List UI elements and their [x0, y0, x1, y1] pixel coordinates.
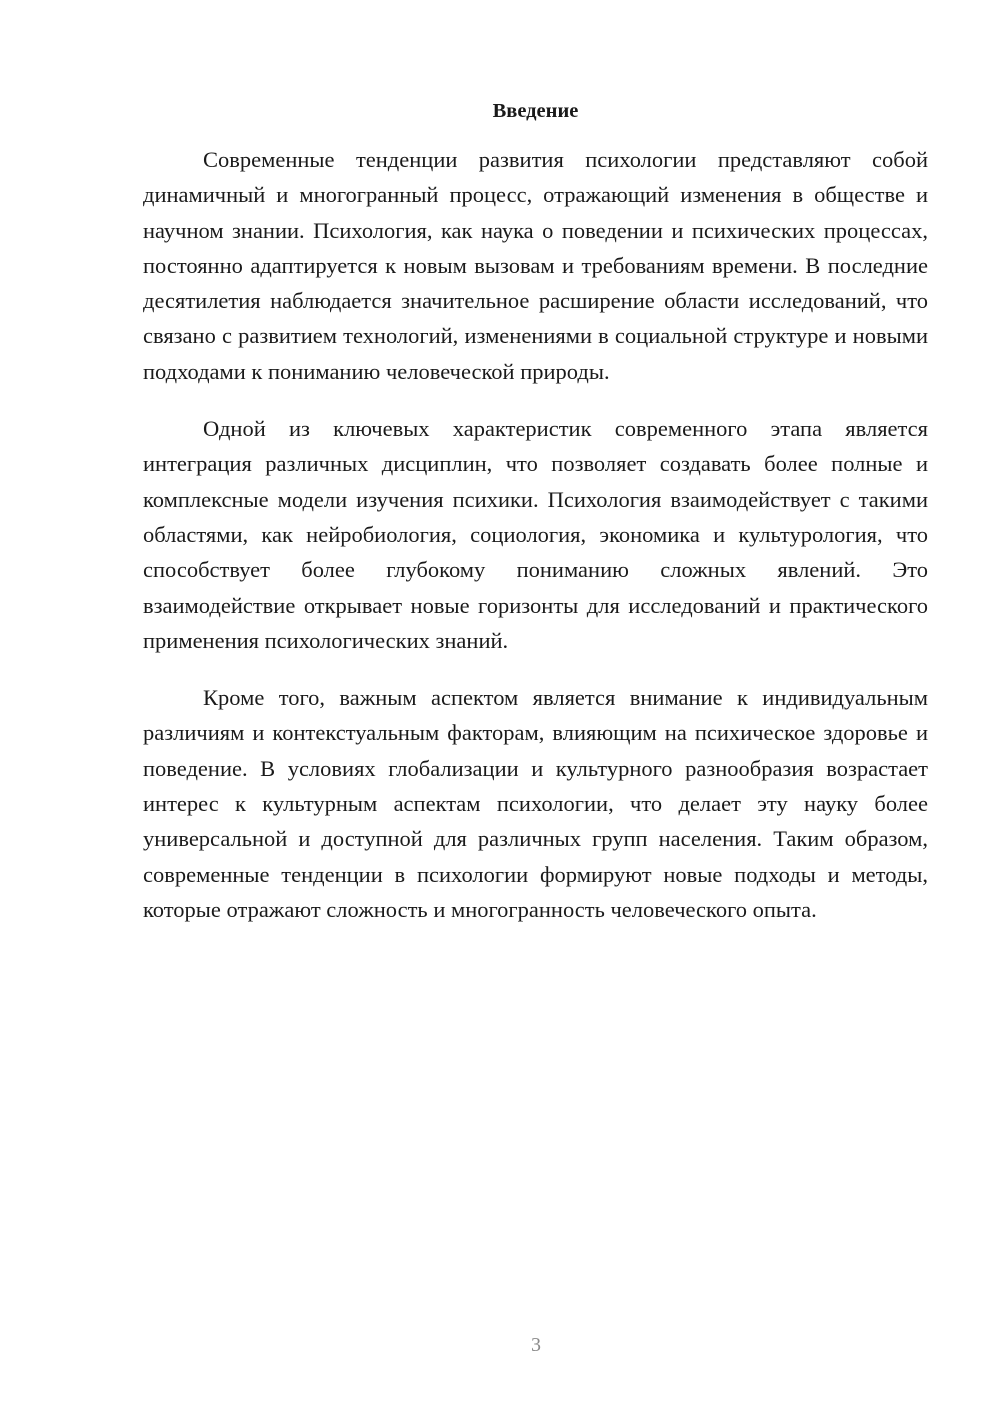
paragraph-1: Современные тенденции развития психологии представляют собой динамичный и многогранный процесс, отражающий изменения в обществе и научном знании. Психология, как наука о поведении и психических процессах, постоянно адаптируется к новым вызовам и требованиям времени. В последние десятилетия наблюдается значительное расширение области исследований, что связано с развитием технологий, изменениями в социальной структуре и новыми подходами к пониманию человеческой природы. [143, 147, 928, 384]
paragraph-3: Кроме того, важным аспектом является внимание к индивидуальным различиям и контекстуальным факторам, влияющим на психическое здоровье и поведение. В условиях глобализации и культурного разнообразия возрастает интерес к культурным аспектам психологии, что делает эту науку более универсальной и доступной для различных групп населения. Таким образом, современные тенденции в психологии формируют новые подходы и методы, которые отражают сложность и многогранность человеческого опыта. [143, 685, 928, 922]
body-text [143, 142, 928, 949]
paragraph-2: Одной из ключевых характеристик современного этапа является интеграция различных дисциплин, что позволяет создавать более полные и комплексные модели изучения психики. Психология взаимодействует с такими областями, как нейробиология, социология, экономика и культурология, что способствует более глубокому пониманию сложных явлений. Это взаимодействие открывает новые горизонты для исследований и практического применения психологических знаний. [143, 416, 928, 653]
section-heading: Введение [492, 100, 579, 122]
page-number: 3 [531, 1334, 541, 1356]
